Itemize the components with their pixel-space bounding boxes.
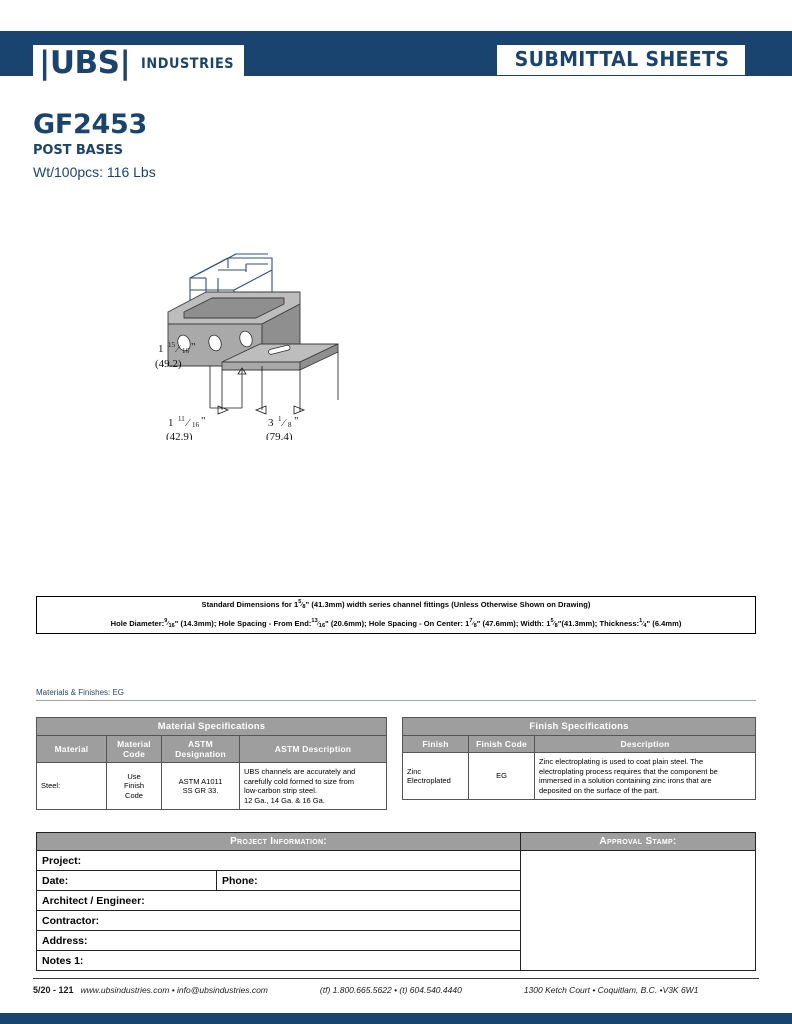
page-footer xyxy=(33,985,759,995)
col-header-material: Material xyxy=(37,736,107,763)
material-specifications-table xyxy=(36,717,387,810)
col-header-astm-designation: ASTM Designation xyxy=(162,736,240,763)
field-notes-1[interactable]: Notes 1: xyxy=(37,951,521,971)
footer-address: 1300 Ketch Court • Coquitlam, B.C. •V3K 6W1 xyxy=(523,985,699,995)
finish-specs-title: Finish Specifications xyxy=(403,718,756,736)
part-number: GF2453 xyxy=(33,109,147,140)
cell-astm-designation: ASTM A1011 SS GR 33. xyxy=(162,763,240,810)
svg-text:1: 1 xyxy=(278,415,282,423)
cell-material-code: Use Finish Code xyxy=(107,763,162,810)
footer-navy-bar xyxy=(0,1013,792,1024)
field-contractor[interactable]: Contractor: xyxy=(37,911,521,931)
logo-industries-text: INDUSTRIES xyxy=(141,55,235,72)
hole-diameter-label: Hole Diameter: xyxy=(110,619,165,628)
hole-spacing-end-fraction: 13⁄16 xyxy=(311,618,326,630)
svg-text:1: 1 xyxy=(168,417,174,429)
svg-text:11: 11 xyxy=(178,415,185,423)
svg-text:15: 15 xyxy=(168,341,175,349)
product-drawing xyxy=(150,240,390,440)
col-header-finish-code: Finish Code xyxy=(469,736,535,753)
project-information-title: Project Information: xyxy=(37,833,521,851)
svg-text:8: 8 xyxy=(288,421,292,429)
svg-text:(79.4): (79.4) xyxy=(266,431,293,440)
part-category: POST BASES xyxy=(33,143,123,158)
svg-text:3: 3 xyxy=(268,417,274,429)
col-header-finish: Finish xyxy=(403,736,469,753)
table-header-row xyxy=(403,736,756,753)
cell-finish-code: EG xyxy=(469,753,535,800)
field-address[interactable]: Address: xyxy=(37,931,521,951)
document-type-label: SUBMITTAL SHEETS xyxy=(514,47,730,71)
table-header-row xyxy=(37,736,387,763)
width-value: "(41.3mm); xyxy=(557,619,598,628)
document-type-badge xyxy=(497,45,745,75)
col-header-material-code: Material Code xyxy=(107,736,162,763)
hole-diameter-value: " (14.3mm); xyxy=(174,619,217,628)
hole-spacing-end-label: Hole Spacing - From End: xyxy=(218,619,312,628)
finish-specifications-table xyxy=(402,717,756,800)
svg-text:1: 1 xyxy=(158,343,164,355)
project-information-table xyxy=(36,832,756,971)
field-architect-engineer[interactable]: Architect / Engineer: xyxy=(37,891,521,911)
cell-finish-description: Zinc electroplating is used to coat plain steel. The electroplating process requires that the component be immersed in a solution containing zinc irons that are deposited on the surface of the part. xyxy=(535,753,756,800)
hole-spacing-end-value: " (20.6mm); xyxy=(325,619,367,628)
approval-stamp-title: Approval Stamp: xyxy=(521,833,756,851)
svg-text:16: 16 xyxy=(182,347,189,355)
table-title-row xyxy=(37,718,387,736)
std-line1-pre: Standard Dimensions for 1 xyxy=(201,600,299,610)
col-header-finish-description: Description xyxy=(535,736,756,753)
standard-dimensions-note xyxy=(36,596,756,634)
svg-text:(42.9): (42.9) xyxy=(166,431,193,440)
hole-spacing-center-value: " (47.6mm); xyxy=(476,619,519,628)
width-fraction: 5⁄8 xyxy=(550,618,558,630)
material-specs-title: Material Specifications xyxy=(37,718,387,736)
cell-finish: Zinc Electroplated xyxy=(403,753,469,800)
thickness-value: " (6.4mm) xyxy=(646,619,682,628)
svg-text:16: 16 xyxy=(192,421,199,429)
footer-phone: (tf) 1.800.665.5622 • (t) 604.540.4440 xyxy=(319,985,462,995)
field-project[interactable]: Project: xyxy=(37,851,521,871)
company-logo xyxy=(33,45,244,83)
field-date[interactable]: Date: xyxy=(37,871,217,891)
col-header-astm-description: ASTM Description xyxy=(240,736,387,763)
hole-diameter-fraction: 9⁄16 xyxy=(164,618,175,630)
logo-ubs-text: |UBS| xyxy=(39,45,131,81)
svg-text:⁄: ⁄ xyxy=(187,417,189,429)
svg-text:": " xyxy=(201,415,206,427)
project-info-title-row xyxy=(37,833,756,851)
footer-website[interactable]: www.ubsindustries.com • info@ubsindustries.com xyxy=(80,985,268,995)
standard-dimensions-line1 xyxy=(202,599,591,612)
footer-divider xyxy=(33,978,759,979)
materials-finishes-label: Materials & Finishes: EG xyxy=(36,688,756,701)
table-title-row xyxy=(403,718,756,736)
standard-dimensions-line2 xyxy=(111,618,682,631)
base-flange-front xyxy=(222,362,300,370)
std-line1-post: " (41.3mm) width series channel fittings (Unless Otherwise Shown on Drawing) xyxy=(305,600,591,610)
hole-spacing-center-label: Hole Spacing - On Center: 1 xyxy=(368,619,470,628)
table-row xyxy=(37,763,387,810)
thickness-fraction: 1⁄4 xyxy=(639,618,647,630)
hole-spacing-center-fraction: 7⁄8 xyxy=(469,618,477,630)
svg-text:": " xyxy=(294,415,299,427)
footer-doc-code: 5/20 - 121 xyxy=(33,985,74,995)
svg-text:": " xyxy=(191,341,196,353)
table-row-project xyxy=(37,851,756,871)
dimension-depth xyxy=(166,366,266,440)
cell-astm-description: UBS channels are accurately and carefully cold formed to size from low-carbon strip steel. 12 Ga., 14 Ga. & 16 Ga. xyxy=(240,763,387,810)
title-block xyxy=(33,110,156,181)
svg-text:(49.2): (49.2) xyxy=(155,358,182,370)
table-row xyxy=(403,753,756,800)
post-base-isometric-svg xyxy=(150,240,390,440)
cell-material: Steel: xyxy=(37,763,107,810)
svg-text:⁄: ⁄ xyxy=(177,343,179,355)
part-weight: Wt/100pcs: 116 Lbs xyxy=(33,164,156,180)
approval-stamp-area[interactable] xyxy=(521,851,756,971)
width-label: Width: 1 xyxy=(520,619,551,628)
page-top-margin xyxy=(0,0,792,31)
field-phone[interactable]: Phone: xyxy=(217,871,521,891)
std-line1-fraction: 5⁄8 xyxy=(298,599,306,611)
svg-text:⁄: ⁄ xyxy=(283,417,285,429)
thickness-label: Thickness: xyxy=(599,619,640,628)
